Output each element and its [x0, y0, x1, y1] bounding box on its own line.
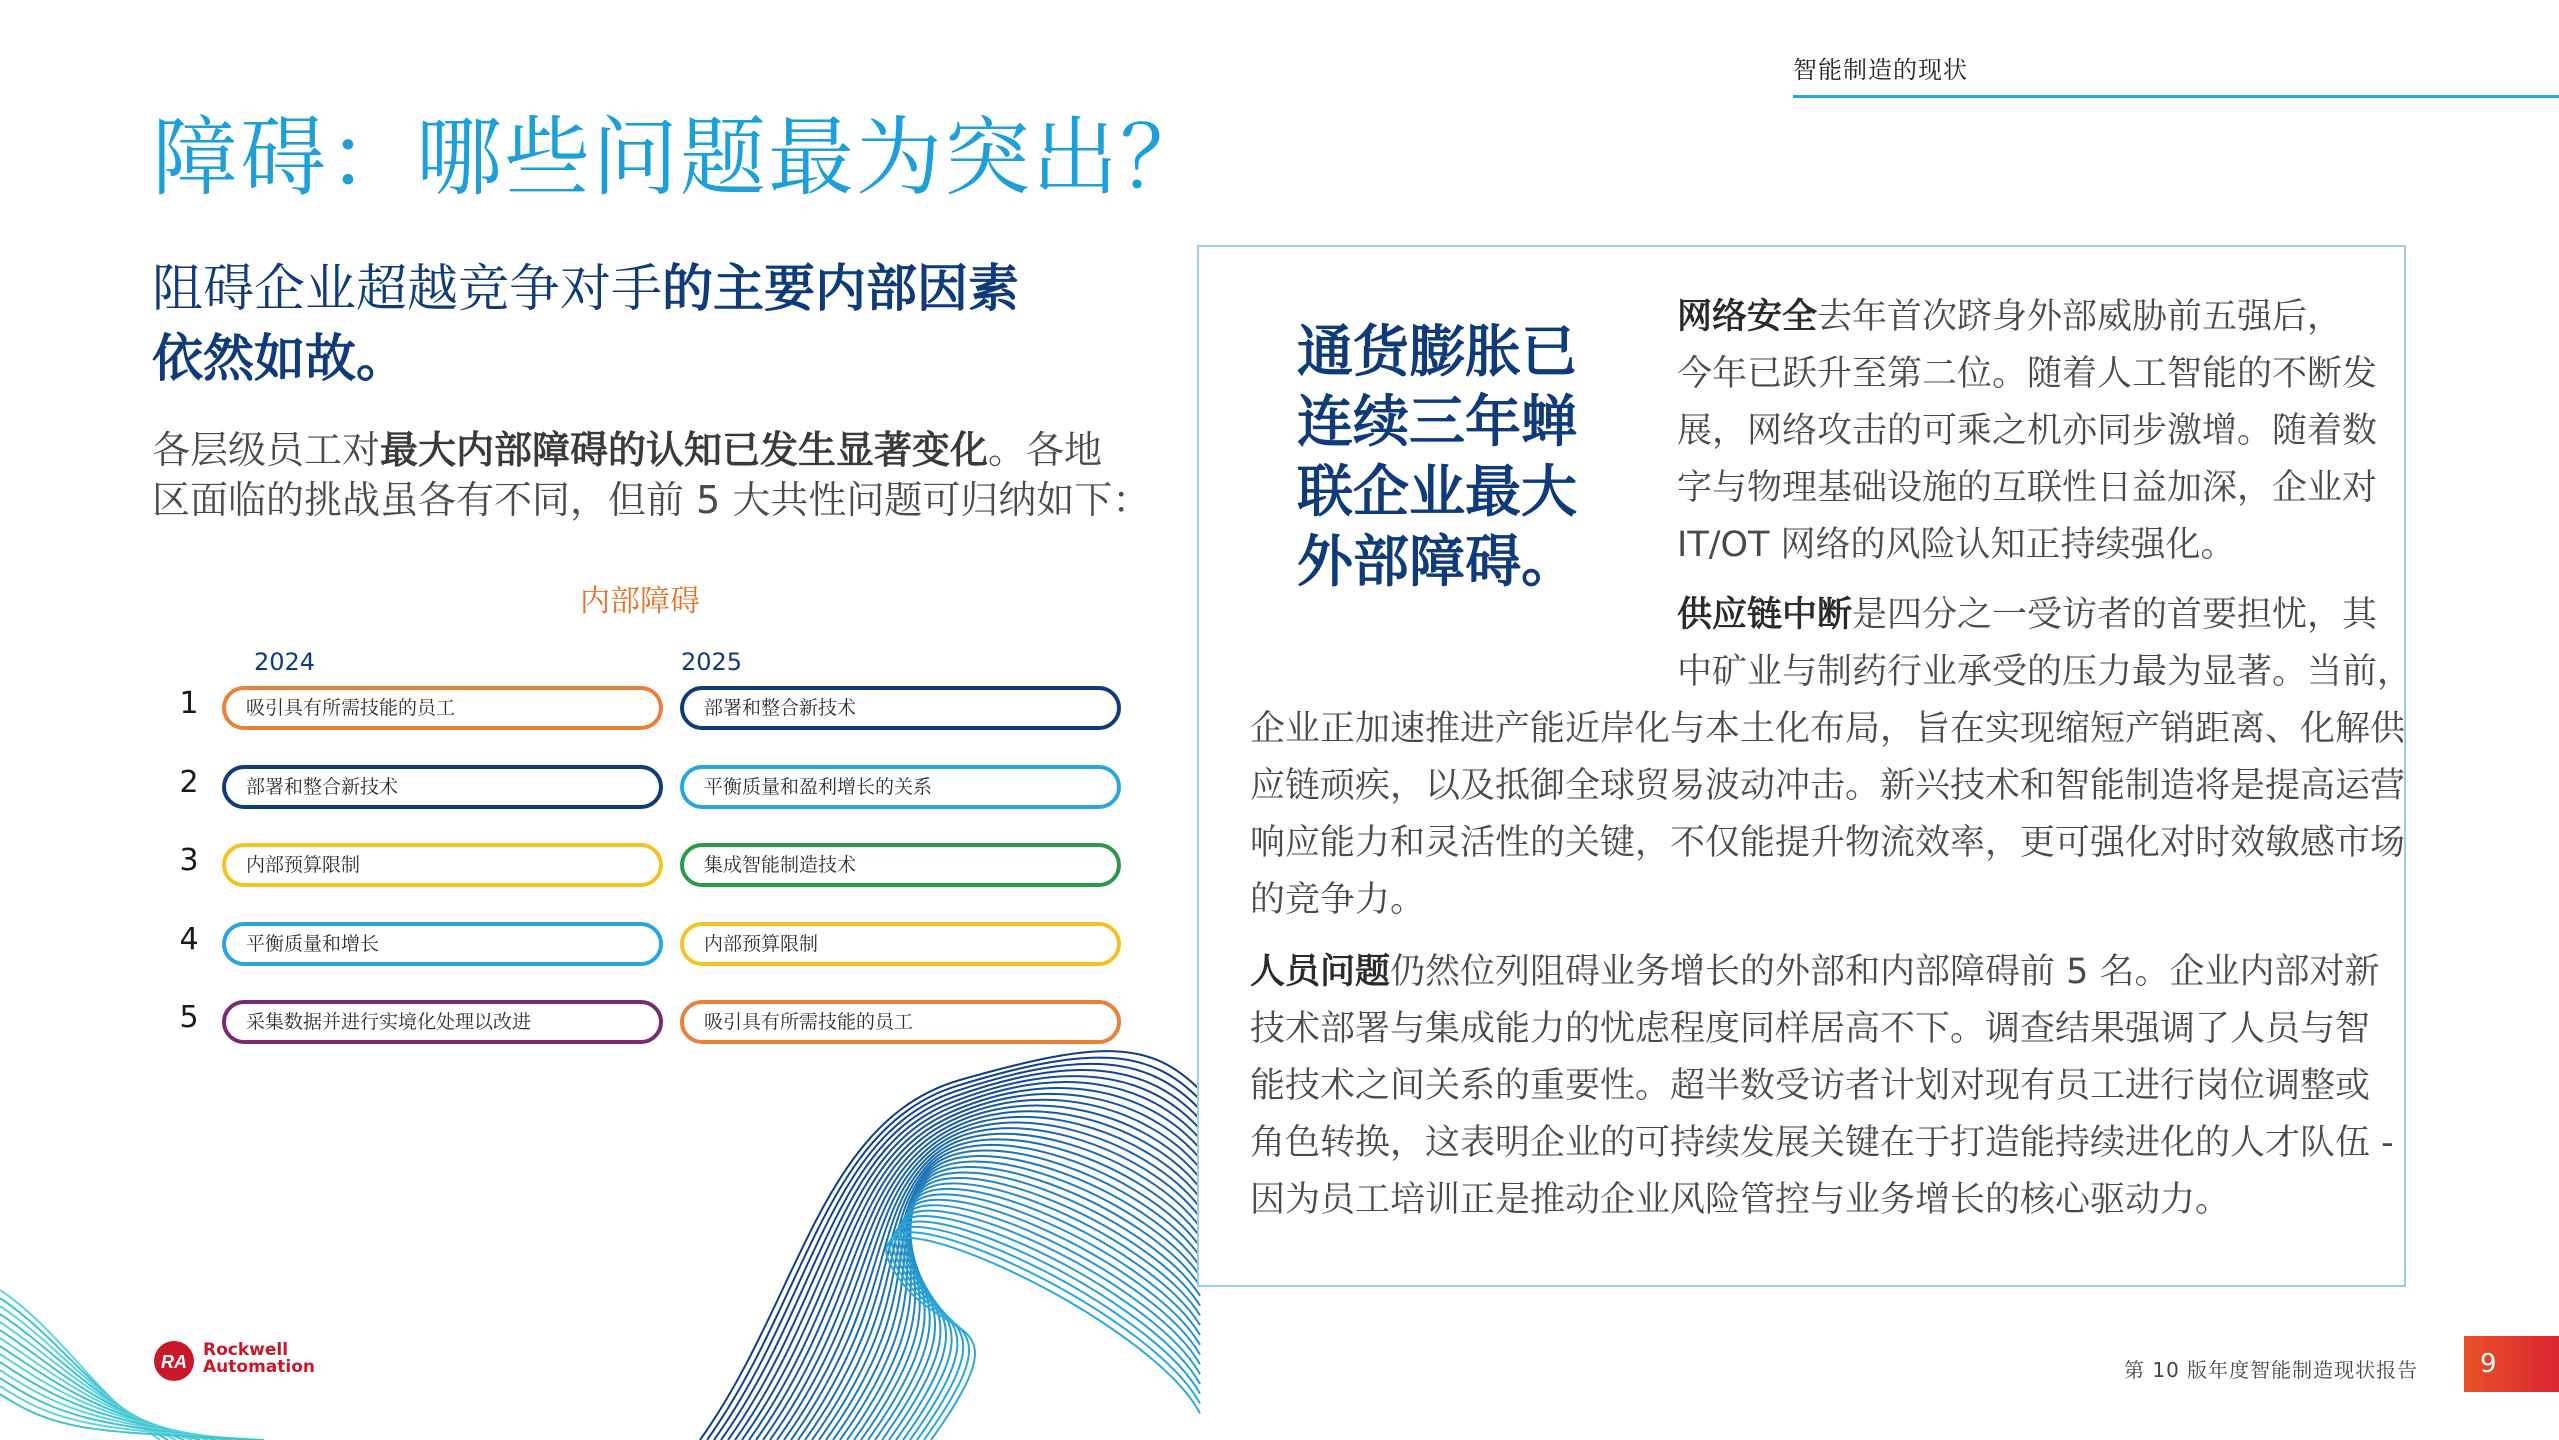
subtitle	[152, 255, 1152, 395]
cybersecurity-heading: 网络安全	[1677, 297, 1818, 337]
paragraph-line: 展，网络攻击的可乘之机亦同步激增。随着数	[1677, 411, 2378, 451]
wave-line	[812, 1145, 1200, 1440]
ranking-title: 内部障碍	[580, 584, 700, 619]
rank-number: 5	[179, 1000, 199, 1035]
barrier-pill-2025: 集成智能制造技术	[680, 843, 1121, 887]
brand-name	[203, 1342, 315, 1376]
people-heading: 人员问题	[1250, 952, 1391, 992]
barrier-pill-2024: 吸引具有所需技能的员工	[222, 686, 663, 730]
paragraph-line: 技术部署与集成能力的忧虑程度同样居高不下。调查结果强调了人员与智	[1250, 1009, 2371, 1049]
supply-chain-heading: 供应链中断	[1677, 595, 1853, 635]
paragraph-line: IT/OT 网络的风险认知正持续强化。	[1677, 525, 2236, 565]
subtitle-part2: 的主要内部因素	[662, 260, 1020, 319]
intro-part2: 最大内部障碍的认知已发生显著变化	[380, 428, 989, 472]
brand-line1: Rockwell	[203, 1340, 289, 1360]
logo-badge-text: RA	[161, 1352, 187, 1372]
pull-quote	[1297, 318, 1597, 598]
year-label-2025: 2025	[681, 648, 743, 676]
pull-quote-line: 联企业最大	[1297, 460, 1577, 525]
paragraph-line: 去年首次跻身外部威胁前五强后，	[1817, 297, 2343, 337]
rank-number: 4	[179, 922, 199, 957]
subtitle-part1: 阻碍企业超越竞争对手	[152, 260, 663, 319]
paragraph-line: 因为员工培训正是推动企业风险管控与业务增长的核心驱动力。	[1250, 1180, 2231, 1220]
barrier-pill-2025: 吸引具有所需技能的员工	[680, 1000, 1121, 1044]
pull-quote-line: 连续三年蝉	[1297, 390, 1577, 455]
page-number: 9	[2464, 1336, 2559, 1392]
paragraph-line: 角色转换，这表明企业的可持续发展关键在于打造能持续进化的人才队伍 -	[1250, 1123, 2394, 1163]
barrier-pill-2024: 采集数据并进行实境化处理以改进	[222, 1000, 663, 1044]
paragraph-line: 响应能力和灵活性的关键，不仅能提升物流效率，更可强化对时效敏感市场	[1250, 823, 2406, 863]
supply-chain-paragraph-bottom	[1250, 701, 2405, 929]
barrier-pill-2025: 部署和整合新技术	[680, 686, 1121, 730]
supply-chain-paragraph-top	[1677, 587, 2412, 701]
year-label-2024: 2024	[254, 648, 316, 676]
paragraph-line: 仍然位列阻碍业务增长的外部和内部障碍前 5 名。企业内部对新	[1390, 952, 2380, 992]
paragraph-line: 字与物理基础设施的互联性日益加深，企业对	[1677, 468, 2378, 508]
rockwell-logo-icon	[152, 1339, 196, 1383]
intro-paragraph	[152, 425, 1152, 525]
cybersecurity-paragraph	[1677, 289, 2377, 574]
intro-part3: 。各地	[988, 428, 1103, 472]
subtitle-part3: 依然如故。	[152, 330, 408, 389]
intro-line2: 区面临的挑战虽各有不同，但前 5 大共性问题可归纳如下：	[152, 478, 1151, 522]
brand-line2: Automation	[203, 1357, 315, 1377]
barrier-pill-2024: 平衡质量和增长	[222, 922, 663, 966]
paragraph-line: 今年已跃升至第二位。随着人工智能的不断发	[1677, 354, 2378, 394]
intro-part1: 各层级员工对	[152, 428, 381, 472]
section-label: 智能制造的现状	[1793, 56, 1968, 84]
header-divider	[1793, 95, 2559, 98]
paragraph-line: 能技术之间关系的重要性。超半数受访者计划对现有员工进行岗位调整或	[1250, 1066, 2371, 1106]
paragraph-line: 中矿业与制药行业承受的压力最为显著。当前，	[1677, 652, 2413, 692]
barrier-pill-2024: 内部预算限制	[222, 843, 663, 887]
pull-quote-line: 外部障碍。	[1297, 530, 1577, 595]
rank-number: 3	[179, 843, 199, 878]
wave-line	[896, 1211, 1200, 1440]
rank-number: 2	[179, 765, 199, 800]
report-name: 第 10 版年度智能制造现状报告	[2124, 1358, 2419, 1382]
paragraph-line: 企业正加速推进产能近岸化与本土化布局，旨在实现缩短产销距离、化解供	[1250, 709, 2406, 749]
barrier-pill-2025: 内部预算限制	[680, 922, 1121, 966]
rank-number: 1	[179, 686, 199, 721]
pull-quote-line: 通货膨胀已	[1297, 320, 1577, 385]
paragraph-line: 的竞争力。	[1250, 880, 1426, 920]
page-title: 障碍：哪些问题最为突出？	[152, 108, 1208, 208]
wave-line	[714, 1064, 1200, 1440]
paragraph-line: 应链顽疾，以及抵御全球贸易波动冲击。新兴技术和智能制造将是提高运营	[1250, 766, 2406, 806]
paragraph-line: 是四分之一受访者的首要担忧，其	[1852, 595, 2378, 635]
people-paragraph	[1250, 944, 2394, 1229]
barrier-pill-2024: 部署和整合新技术	[222, 765, 663, 809]
barrier-pill-2025: 平衡质量和盈利增长的关系	[680, 765, 1121, 809]
